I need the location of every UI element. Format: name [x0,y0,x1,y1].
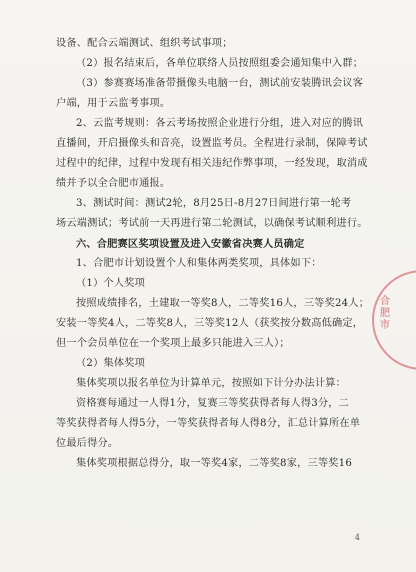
seal-text: 合肥市 [380,296,390,331]
text-line: 场云端测试；考试前一天再进行第二轮测试，以确保考试顺利进行。 [56,218,368,229]
text-line: 绩并予以全合肥市通报。 [56,178,171,189]
text-line: （2）报名结束后，各单位联络人员按照组委会通知集中入群； [76,58,364,69]
section-heading: 六、合肥赛区奖项设置及进入安徽省决赛人员确定 [76,238,305,250]
text-line: 位最后得分。 [56,438,119,449]
page-number: 4 [354,533,360,542]
text-line: 过程中的纪律，过程中发现有相关违纪作弊事项，一经发现，取消成 [56,158,368,169]
text-line: 设备、配合云端测试、组织考试事项； [56,38,233,49]
subheading-collective-award: （2）集体奖项 [76,358,146,369]
text-line: 集体奖项根据总得分，取一等奖4家，二等奖8家，三等奖16 [76,458,353,469]
text-line: 直播间，开启摄像头和音亮，设置监考员。全程进行录制，保障考试 [56,138,368,149]
text-line: 户端，用于云监考事项。 [56,98,171,109]
text-line: （3）参赛赛场准备带摄像头电脑一台，测试前安装腾讯会议客 [76,78,364,89]
text-line: 按照成绩排名，土建取一等奖8人，二等奖16人，三等奖24人； [76,298,370,309]
text-line: 1、合肥市计划设置个人和集体两类奖项，具体如下： [76,258,322,269]
text-line: 等奖获得者每人得5分，一等奖获得者每人得8分，汇总计算所在单 [56,418,361,429]
text-line: 集体奖项以报名单位为计算单元，按照如下计分办法计算： [76,378,347,389]
text-line: 3、测试时间：测试2轮，8月25日-8月27日间进行第一轮考 [76,198,352,209]
text-line: 资格赛每通过一人得1分，复赛三等奖获得者每人得3分，二 [76,398,350,409]
document-body [56,34,386,474]
text-line: 安装一等奖4人，二等奖8人，三等奖12人（获奖按分数高低确定， [56,318,364,329]
subheading-individual-award: （1）个人奖项 [76,278,146,289]
text-line: 但一个会员单位在一个奖项上最多只能进入三人）； [56,338,290,349]
text-line: 2、云监考规则：各云考场按照企业进行分组，进入对应的腾讯 [76,118,364,129]
